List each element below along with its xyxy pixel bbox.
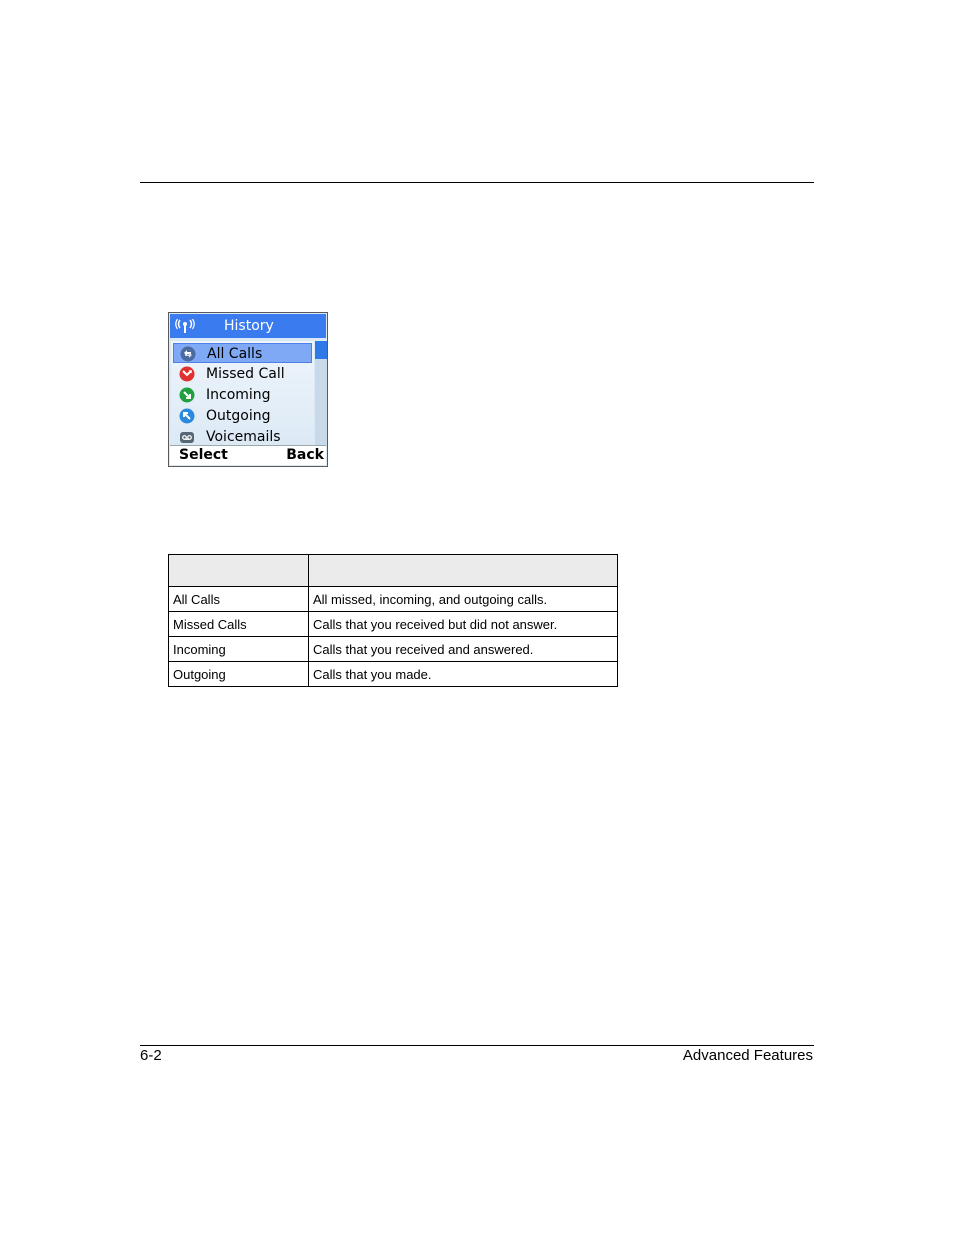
footer-section-title: Advanced Features bbox=[682, 1047, 813, 1064]
footer-rule bbox=[140, 1045, 814, 1046]
menu-item-label: Voicemails bbox=[206, 429, 281, 445]
back-softkey[interactable]: Back bbox=[286, 447, 324, 463]
table-cell: Calls that you received but did not answer. bbox=[309, 612, 618, 637]
menu-item-missed-call[interactable] bbox=[173, 364, 312, 384]
voicemail-icon bbox=[179, 429, 195, 445]
table-row bbox=[169, 637, 618, 662]
menu-item-label: Outgoing bbox=[206, 408, 271, 424]
outgoing-call-icon bbox=[179, 408, 195, 424]
select-softkey[interactable]: Select bbox=[179, 447, 228, 463]
page-number: 6-2 bbox=[140, 1047, 162, 1064]
menu-item-voicemails[interactable] bbox=[173, 427, 312, 447]
missed-call-icon bbox=[179, 366, 195, 382]
table-cell: All missed, incoming, and outgoing calls. bbox=[309, 587, 618, 612]
menu-item-incoming[interactable] bbox=[173, 385, 312, 405]
table-cell: Calls that you made. bbox=[309, 662, 618, 687]
menu-item-all-calls[interactable] bbox=[173, 343, 312, 363]
phone-title: History bbox=[224, 318, 274, 334]
header-rule bbox=[140, 182, 814, 183]
menu-item-label: All Calls bbox=[207, 346, 263, 362]
menu-item-label: Missed Call bbox=[206, 366, 285, 382]
signal-icon bbox=[175, 319, 195, 333]
call-types-table bbox=[168, 554, 618, 687]
table-cell: Incoming bbox=[169, 637, 309, 662]
phone-screen bbox=[168, 312, 328, 467]
all-calls-icon bbox=[180, 346, 196, 362]
menu-item-outgoing[interactable] bbox=[173, 406, 312, 426]
table-cell: All Calls bbox=[169, 587, 309, 612]
table-row bbox=[169, 662, 618, 687]
menu-item-label: Incoming bbox=[206, 387, 271, 403]
softkey-bar bbox=[170, 445, 326, 465]
table-cell: Missed Calls bbox=[169, 612, 309, 637]
table-row bbox=[169, 612, 618, 637]
table-cell: Calls that you received and answered. bbox=[309, 637, 618, 662]
table-header-cell bbox=[169, 555, 309, 587]
scrollbar-thumb[interactable] bbox=[315, 341, 327, 359]
table-cell: Outgoing bbox=[169, 662, 309, 687]
table-header-row bbox=[169, 555, 618, 587]
table-header-cell bbox=[309, 555, 618, 587]
table-row bbox=[169, 587, 618, 612]
incoming-call-icon bbox=[179, 387, 195, 403]
phone-title-bar bbox=[170, 314, 326, 338]
